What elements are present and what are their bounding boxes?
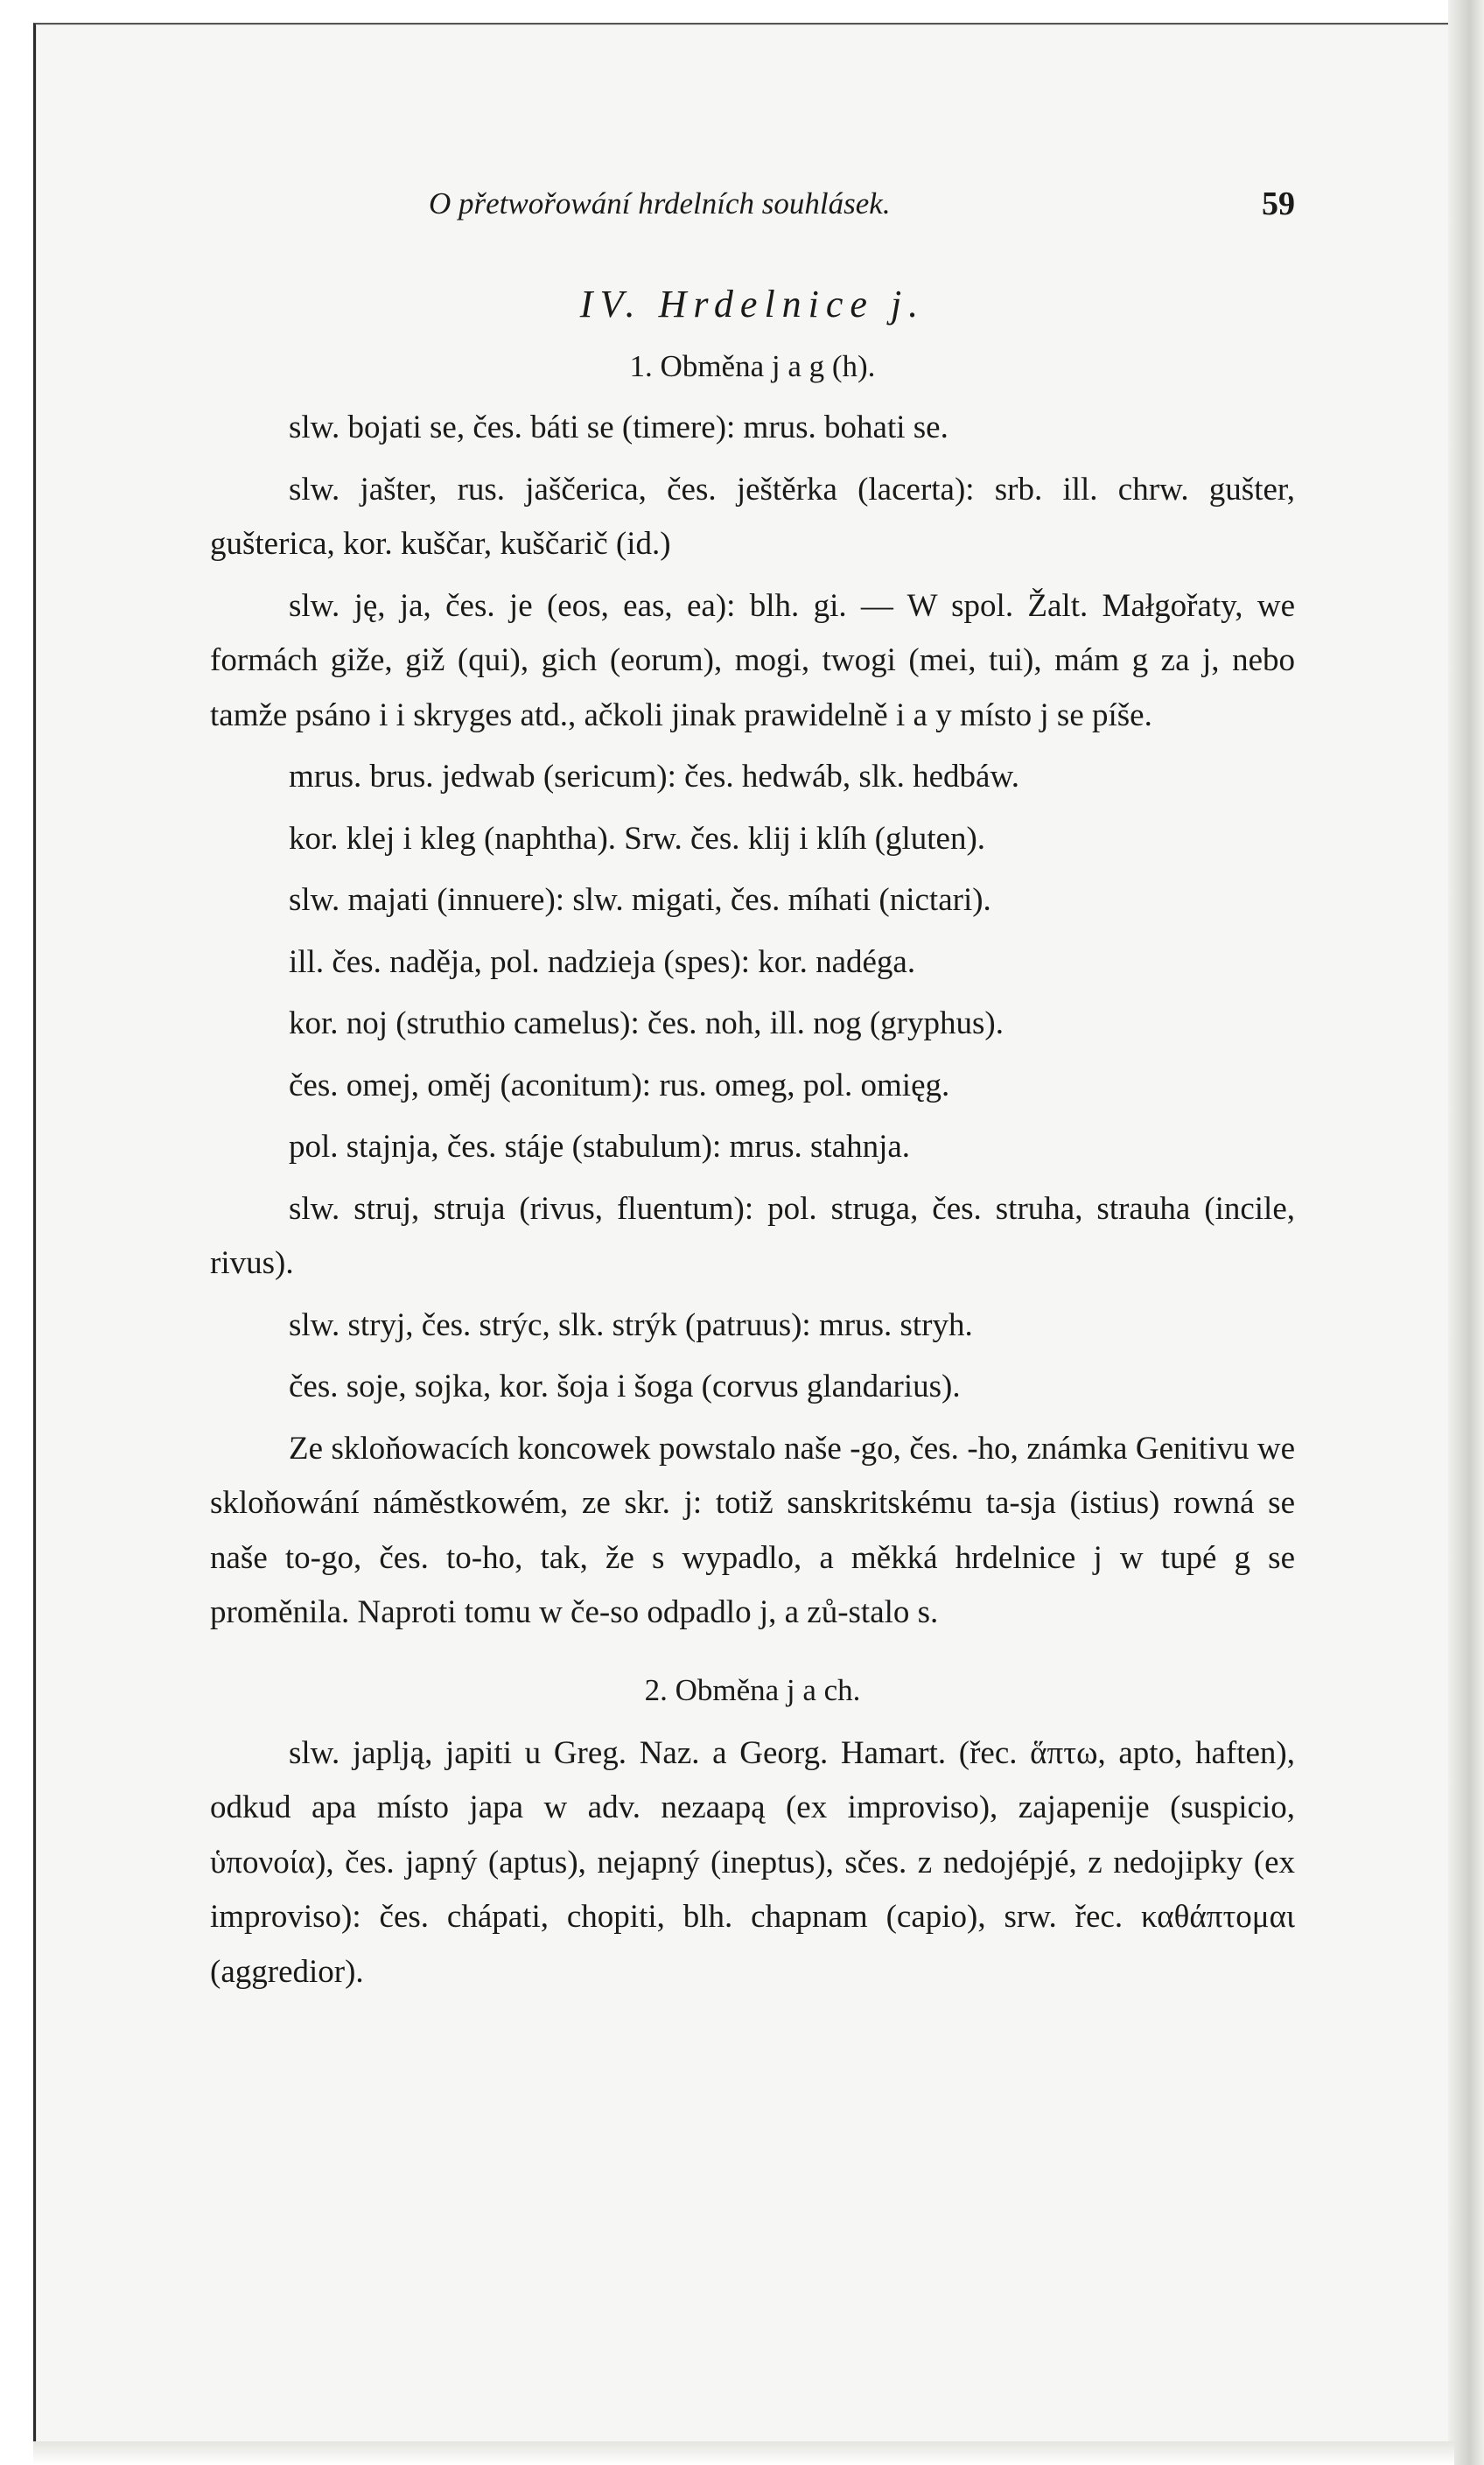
- paragraph: pol. stajnja, čes. stáje (stabulum): mrus. stahnja.: [289, 1129, 911, 1165]
- paragraph: slw. stryj, čes. strýc, slk. strýk (patruus): mrus. stryh.: [289, 1306, 973, 1343]
- paragraph: kor. klej i kleg (naphtha). Srw. čes. klij i klíh (gluten).: [289, 820, 986, 857]
- paragraph: ill. čes. naděja, pol. nadzieja (spes): kor. nadéga.: [289, 943, 916, 980]
- paragraph: Ze skloňowacích koncowek powstalo naše -go, čes. -ho, známka Genitivu we skloňowání náměstkowém, ze skr. j: totiž sanskritskému ta-sja (istius) rowná se naše to-go, čes. to-ho, tak, že s wypadlo, a měkká hrdelnice j w tupé g se proměnila. Naproti tomu w če-so odpadlo j, a zů-stalo s.: [210, 1430, 1295, 1630]
- page-header: [210, 175, 1295, 233]
- section-title: IV. Hrdelnice j.: [579, 283, 926, 326]
- paragraph: slw. struj, struja (rivus, fluentum): pol. struga, čes. struha, strauha (incile, rivus).: [210, 1190, 1295, 1281]
- paragraph: slw. majati (innuere): slw. migati, čes. míhati (nictari).: [289, 882, 991, 918]
- paragraph: slw. ję, ja, čes. je (eos, eas, ea): blh. gi. — W spol. Žalt. Małgořaty, we formách giže, giž (qui), gich (eorum), mogi, twogi (mei, tui), mám g za j, nebo tamže psáno i i skryges atd., ačkoli jinak prawidelně i a y místo j se píše.: [210, 587, 1295, 733]
- text-block-1: [210, 401, 1295, 1641]
- page-number: 59: [1262, 186, 1295, 222]
- subsection-heading-2: 2. Obměna j a ch.: [644, 1672, 861, 1707]
- paragraph: mrus. brus. jedwab (sericum): čes. hedwáb, slk. hedbáw.: [289, 759, 1020, 795]
- page-bottom-edge: [33, 2441, 1454, 2465]
- paragraph: slw. jašter, rus. jaščerica, čes. ještěrka (lacerta): srb. ill. chrw. gušter, gušterica, kor. kuščar, kuščarič (id.): [210, 471, 1295, 562]
- page-content: [210, 175, 1295, 1999]
- paragraph: slw. bojati se, čes. báti se (timere): mrus. bohati se.: [289, 410, 948, 445]
- page-edge-shadow: [1448, 0, 1484, 2465]
- subsection-heading-1: 1. Obměna j a g (h).: [629, 349, 876, 383]
- text-block-2: [210, 1726, 1295, 2000]
- paragraph: kor. noj (struthio camelus): čes. noh, ill. nog (gryphus).: [289, 1005, 1004, 1041]
- running-title: O přetwořowání hrdelních souhlásek.: [429, 186, 891, 221]
- paragraph: slw. japlją, japiti u Greg. Naz. a Georg. Hamart. (řec. ἅπτω, apto, haften), odkud apa místo japa w adv. nezaapą (ex improviso), zajapenije (suspicio, ὑπονοία), čes. japný (aptus), nejapný (ineptus), sčes. z nedojépjé, z nedojipky (ex improviso): čes. chápati, chopiti, blh. chapnam (capio), srw. řec. καθάπτομαι (aggredior).: [210, 1734, 1295, 1990]
- paragraph: čes. soje, sojka, kor. šoja i šoga (corvus glandarius).: [289, 1369, 961, 1404]
- paragraph: čes. omej, oměj (aconitum): rus. omeg, pol. omięg.: [289, 1067, 950, 1103]
